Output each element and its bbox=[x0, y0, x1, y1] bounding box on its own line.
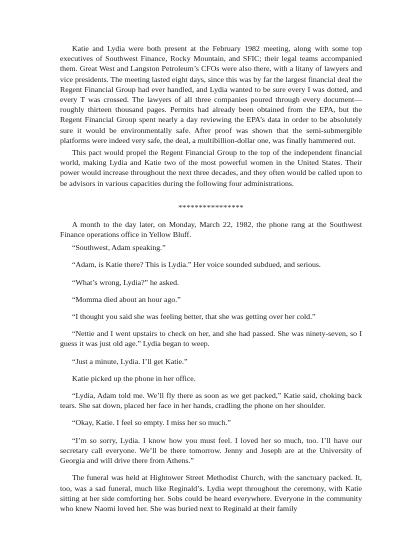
paragraph-meeting: Katie and Lydia were both present at the February 1982 meeting, along with some top executives of Southwest Finance, Rocky Mountain, and SFIC; their legal teams accompanied them. Great West and Langston Petroleum’s CFOs were also there, with a litany of lawyers and vice presidents. The meeting lasted eight days, since this was by far the largest financial deal the Regent Financial Group had ever handled, and Lydia wanted to be sure every I was dotted, and every T was crossed. The lawyers of all three companies poured through every document—roughly thirteen thousand pages. Permits had already been obtained from the EPA, but the Regent Financial Group spent nearly a day reviewing the EPA’s data in order to be absolutely sure it would be environmentally safe. After proof was shown that the semi-submergible platforms were indeed very safe, the deal, a multibillion-dollar one, was finally hammered out. bbox=[60, 44, 362, 145]
section-separator: **************** bbox=[178, 202, 244, 212]
dialogue-line: “Okay, Katie. I feel so empty. I miss her so much.” bbox=[72, 418, 231, 428]
dialogue-line: “I’m so sorry, Lydia. I know how you must feel. I loved her so much, too. I’ll have our secretary call everyone. We’ll be there tomorrow. Jenny and Joseph are at the University of Georgia and will drive there from Athens.” bbox=[60, 435, 362, 466]
paragraph-funeral: The funeral was held at Hightower Street Methodist Church, with the sanctuary packed. It, too, was a sad funeral, much like Reginald’s. Lydia wept throughout the ceremony, with Katie sitting at her side comforting her. Sobs could be heard everywhere. Everyone in the community who knew Naomi loved her. She was buried next to Reginald at their family bbox=[60, 473, 362, 513]
dialogue-line: “Southwest, Adam speaking.” bbox=[72, 243, 166, 253]
paragraph-month-later: A month to the day later, on Monday, March 22, 1982, the phone rang at the Southwest Finance operations office in Yellow Bluff. bbox=[60, 219, 362, 240]
dialogue-line: “Momma died about an hour ago.” bbox=[72, 294, 181, 304]
dialogue-line: “Nettie and I went upstairs to check on her, and she had passed. She was ninety-seven, so I guess it was just old age.” Lydia began to weep. bbox=[60, 329, 362, 349]
dialogue-line: “Lydia, Adam told me. We’ll fly there as soon as we get packed,” Katie said, choking back tears. She sat down, placed her face in her hands, cradling the phone on her shoulder. bbox=[60, 391, 362, 411]
dialogue-line: “What’s wrong, Lydia?” he asked. bbox=[72, 277, 179, 287]
dialogue-line: “Just a minute, Lydia. I’ll get Katie.” bbox=[72, 356, 188, 366]
paragraph-pact: This pact would propel the Regent Financial Group to the top of the independent financial world, making Lydia and Katie two of the most powerful women in the United States. Their power would increase throughout the next three decades, and they often would be called upon to be advisors in various capacities during the following four administrations. bbox=[60, 148, 362, 188]
narration-line: Katie picked up the phone in her office. bbox=[72, 373, 196, 383]
dialogue-line: “Adam, is Katie there? This is Lydia.” Her voice sounded subdued, and serious. bbox=[72, 260, 321, 270]
dialogue-line: “I thought you said she was feeling better, that she was getting over her cold.” bbox=[72, 312, 316, 322]
